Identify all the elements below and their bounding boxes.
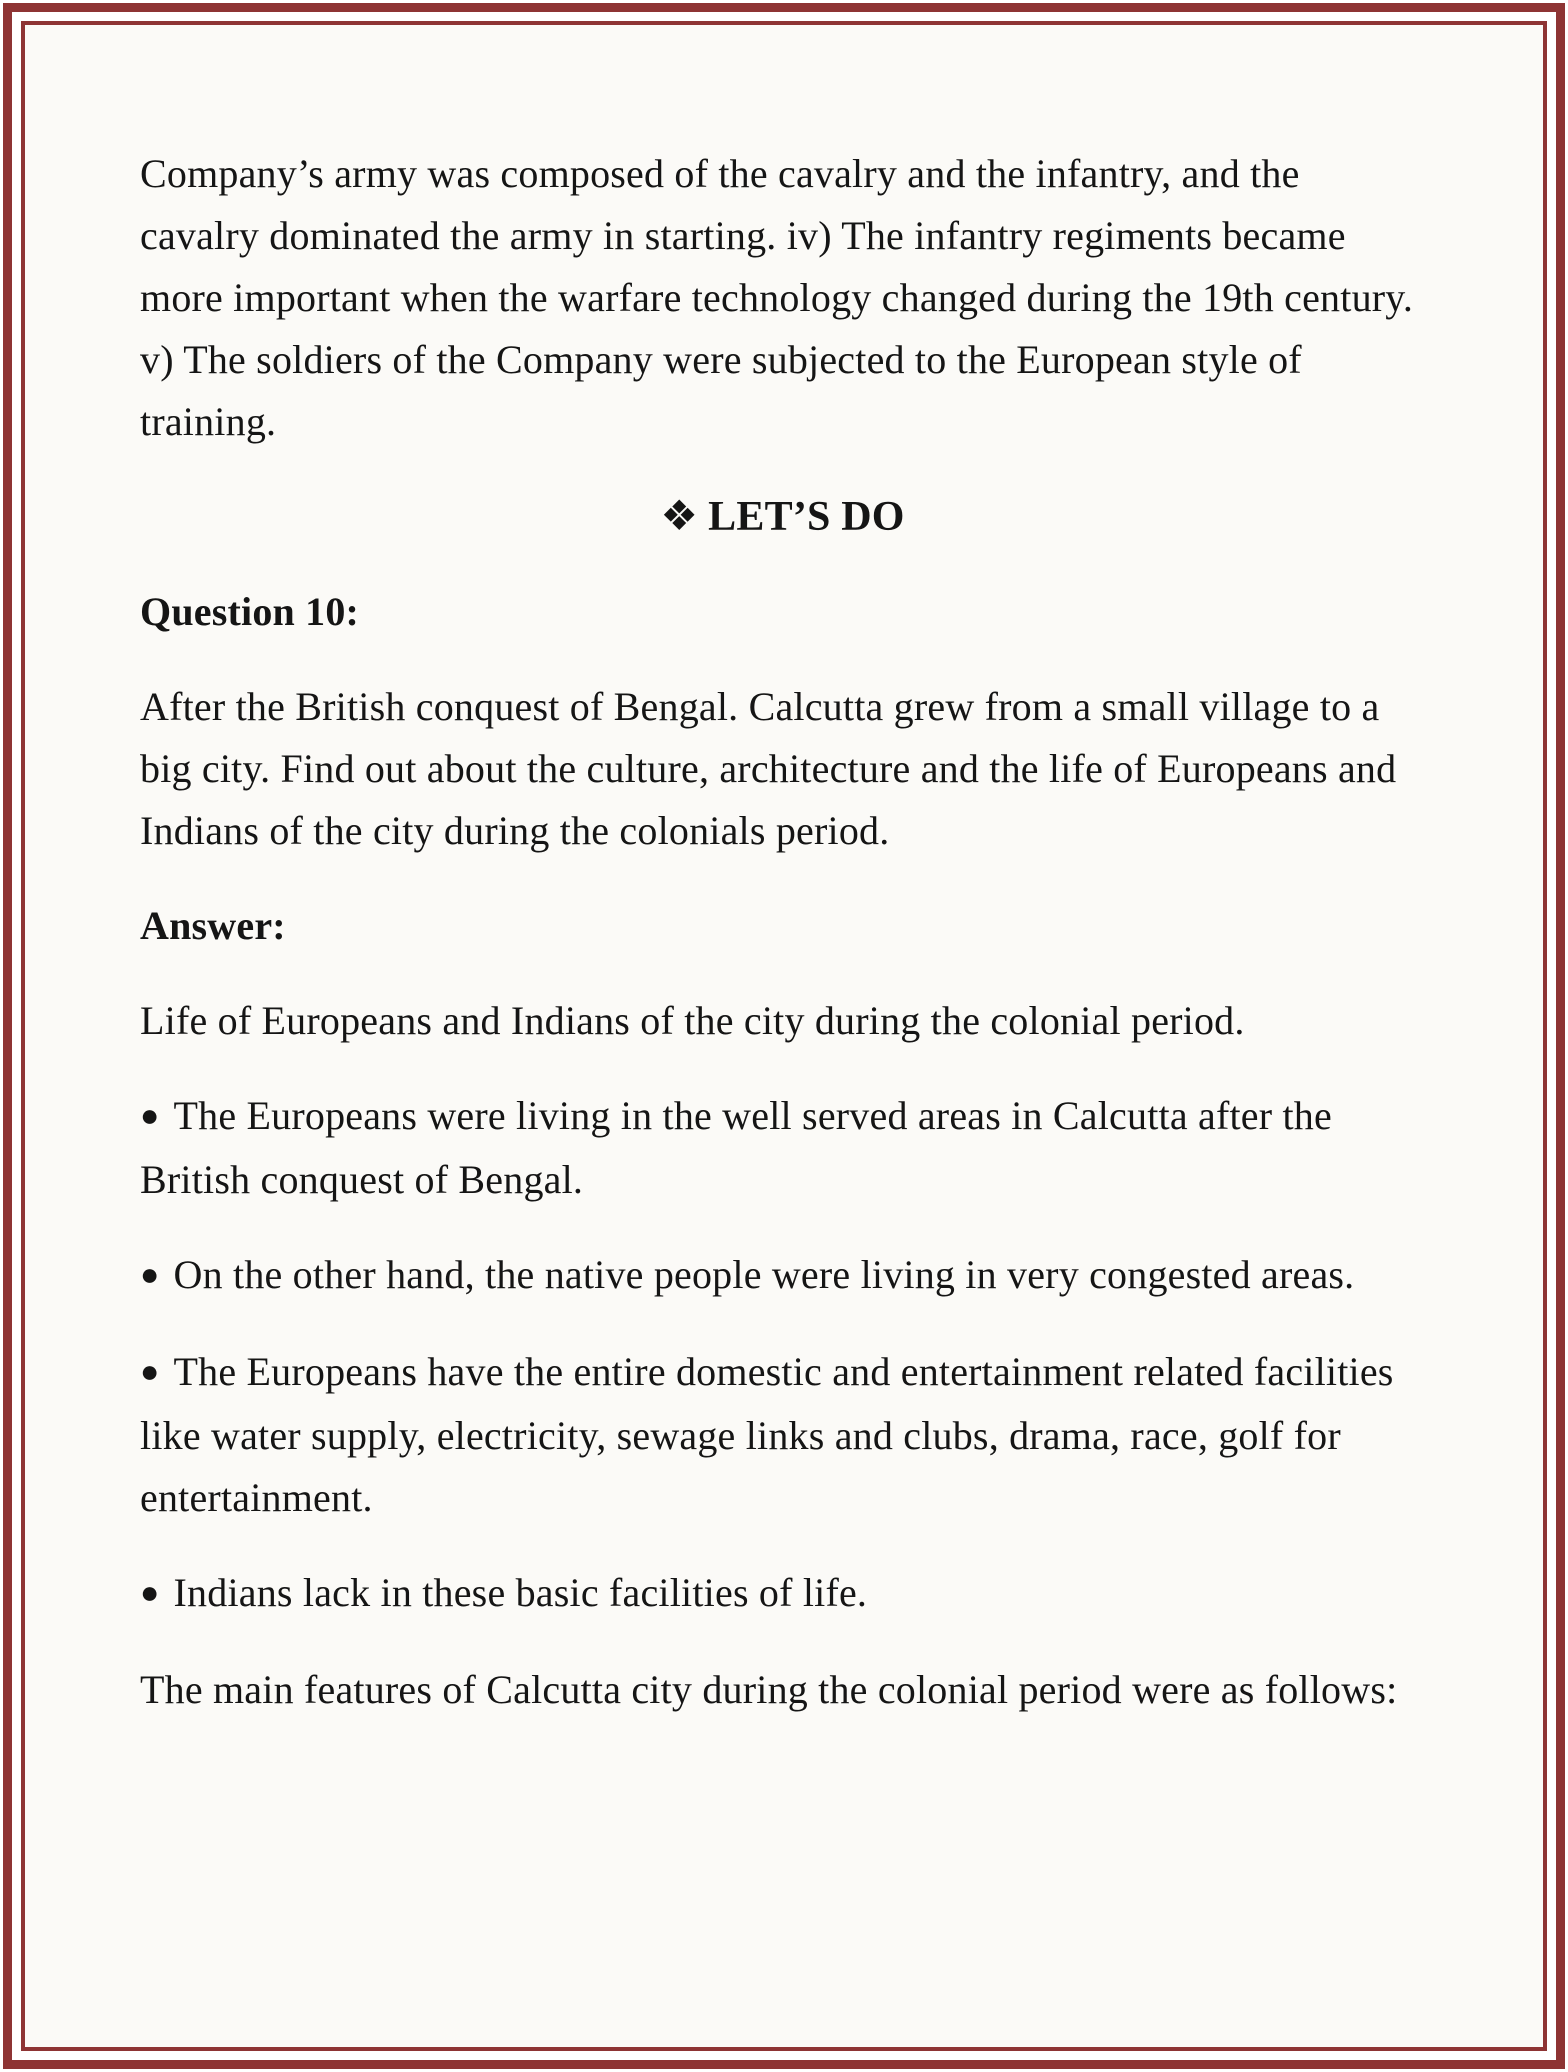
answer-intro: Life of Europeans and Indians of the city during the colonial period. — [140, 998, 1245, 1043]
bullet-text: On the other hand, the native people were living in very congested areas. — [173, 1252, 1355, 1297]
bullet-icon: ● — [140, 1574, 160, 1610]
closing-paragraph: The main features of Calcutta city during the colonial period were as follows: — [140, 1667, 1398, 1712]
bullet-text: The Europeans have the entire domestic and entertainment related facilities like water supply, electricity, sewage links and clubs, drama, race, golf for entertainment. — [140, 1349, 1394, 1520]
question-text: After the British conquest of Bengal. Calcutta grew from a small village to a big city. Find out about the culture, architecture and the life of Europeans and Indians of the city during the colonials period. — [140, 684, 1397, 853]
inner-border-frame — [21, 21, 1547, 2051]
section-heading — [140, 486, 1425, 548]
bullet-item — [140, 1244, 1425, 1308]
bullet-icon: ● — [140, 1256, 160, 1292]
page-content — [25, 25, 1543, 1721]
paragraph-company-army: Company’s army was composed of the cavalry and the infantry, and the cavalry dominated the army in starting. iv) The infantry regiments became more important when the warfare technology changed during the 19th century. v) The soldiers of the Company were subjected to the European style of training. — [140, 151, 1414, 444]
question-label: Question 10: — [140, 589, 360, 634]
bullet-text: The Europeans were living in the well served areas in Calcutta after the British conquest of Bengal. — [140, 1093, 1332, 1202]
section-heading-label: LET’S DO — [708, 494, 905, 540]
answer-label: Answer: — [140, 903, 286, 948]
diamond-icon: ❖ — [660, 494, 699, 540]
bullet-item — [140, 1085, 1425, 1211]
outer-border-frame — [3, 3, 1565, 2069]
bullet-text: Indians lack in these basic facilities of life. — [173, 1570, 868, 1615]
bullet-icon: ● — [140, 1353, 160, 1389]
bullet-icon: ● — [140, 1097, 160, 1133]
bullet-item — [140, 1341, 1425, 1529]
bullet-item — [140, 1562, 1425, 1626]
